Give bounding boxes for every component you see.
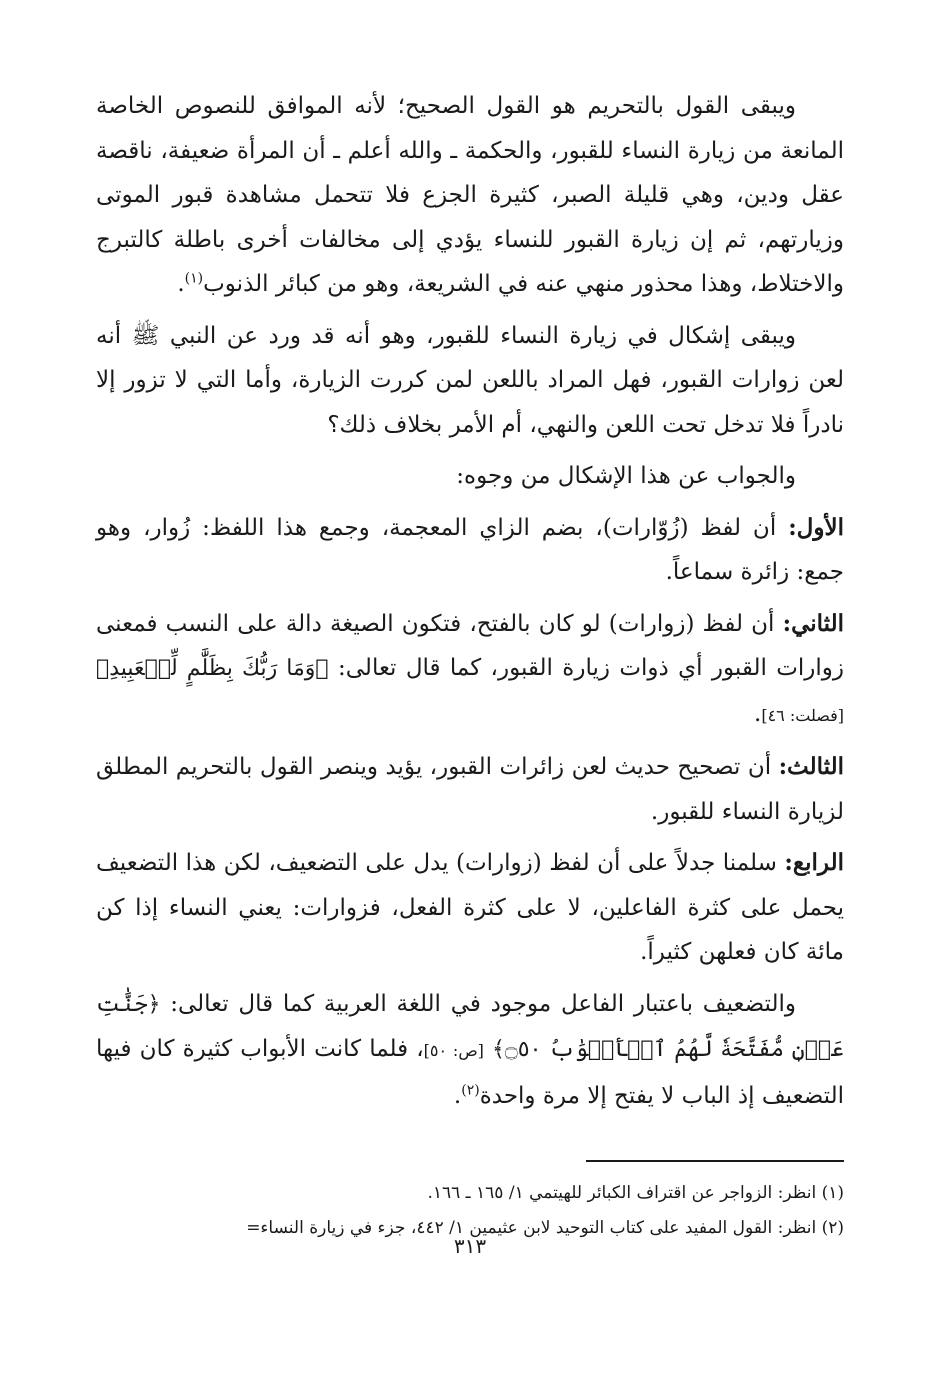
paragraph-text: ويبقى القول بالتحريم هو القول الصحيح؛ لأنه الموافق للنصوص الخاصة المانعة من زيارة النساء للقبور، والحكمة ـ والله أعلم ـ أن المرأة ضعيفة، ناقصة عقل ودين، وهي قليلة الصبر، كثيرة الجزع فلا تتحمل مشاهدة قبور الموتى وزيارتهم، ثم إن زيارة القبور للنساء يؤدي إلى مخالفات أخرى باطلة كالتبرج والاختلاط، وهذا محذور منهي عنه في الشريعة، وهو من كبائر الذنوب (96, 93, 844, 297)
paragraph-text-continued: ، فلما كانت الأبواب كثيرة كان فيها التضعيف إذ الباب لا يفتح إلا مرة واحدة (96, 1036, 844, 1109)
paragraph-fourth-aspect (96, 841, 844, 975)
aspect-label: الثالث: (778, 753, 844, 780)
footnote-1: (١) انظر: الزواجر عن اقتراف الكبائر للهيتمي ١/ ١٦٥ ـ ١٦٦. (427, 1183, 844, 1203)
paragraph-text: أن لفظ (زوارات) لو كان بالفتح، فتكون الصيغة دالة على النسب فمعنى زوارات القبور أي ذوات زيارة القبور، كما قال تعالى: (96, 610, 844, 681)
aspect-label: الرابع: (784, 849, 845, 876)
paragraph-8 (96, 982, 844, 1119)
aspect-label: الثاني: (782, 609, 845, 637)
paragraph-text: والجواب عن هذا الإشكال من وجوه: (456, 463, 796, 489)
page-body (96, 84, 844, 1384)
paragraph-text: أن لفظ (زُوّارات)، بضم الزاي المعجمة، وجمع هذا اللفظ: زُوار، وهو جمع: زائرة سماعاً. (96, 514, 844, 585)
quran-verse: ﴿وَمَا رَبُّكَ بِظَلَّٰمٍ لِّلۡعَبِيدِ﴾ (96, 656, 329, 681)
footnote-2: (٢) انظر: القول المفيد على كتاب التوحيد لابن عثيمين ١/ ٤٤٢، جزء في زيارة النساء= (246, 1218, 844, 1238)
paragraph-text: سلمنا جدلاً على أن لفظ (زوارات) يدل على التضعيف، لكن هذا التضعيف يحمل على كثرة الفاعلين، لا على كثرة الفعل، فزوارات: يعني النساء إذا كن مائة كان فعلهن كثيراً. (96, 850, 844, 965)
main-text (96, 84, 844, 1118)
paragraph-first-aspect (96, 506, 844, 595)
paragraph-2 (96, 314, 844, 448)
paragraph-third-aspect (96, 745, 844, 834)
paragraph-second-aspect (96, 602, 844, 739)
paragraph-tail: . (453, 1082, 462, 1109)
page-number: ٣١٣ (453, 1234, 487, 1258)
paragraph-tail: . (177, 271, 185, 297)
quran-verse: ﴿جَنَّٰتِ عَدۡنٖ مُّفَتَّحَةٗ لَّهُمُ ٱلۡأَبۡوَٰبُ ۝٥٠﴾ (96, 991, 844, 1062)
paragraph-text: أن تصحيح حديث لعن زائرات القبور، يؤيد وينصر القول بالتحريم المطلق لزيارة النساء للقبور. (96, 754, 844, 825)
footnote-mark-2: (٢) (461, 1081, 480, 1098)
footnote-mark-1: (١) (184, 270, 204, 287)
aspect-label: الأول: (788, 513, 845, 541)
paragraph-3 (96, 454, 844, 499)
paragraph-1 (96, 84, 844, 307)
verse-reference: [فصلت: ٤٦] (761, 705, 844, 725)
footnote-divider (586, 1160, 844, 1162)
paragraph-tail: . (754, 700, 762, 727)
paragraph-text: ويبقى إشكال في زيارة النساء للقبور، وهو أنه قد ورد عن النبي ﷺ أنه لعن زوارات القبور، فهل المراد باللعن لمن كررت الزيارة، وأما التي لا تزور إلا نادراً فلا تدخل تحت اللعن والنهي، أم الأمر بخلاف ذلك؟ (96, 322, 845, 438)
verse-reference: [ص: ٥٠] (423, 1041, 484, 1060)
paragraph-text: والتضعيف باعتبار الفاعل موجود في اللغة العربية كما قال تعالى: (170, 990, 797, 1017)
